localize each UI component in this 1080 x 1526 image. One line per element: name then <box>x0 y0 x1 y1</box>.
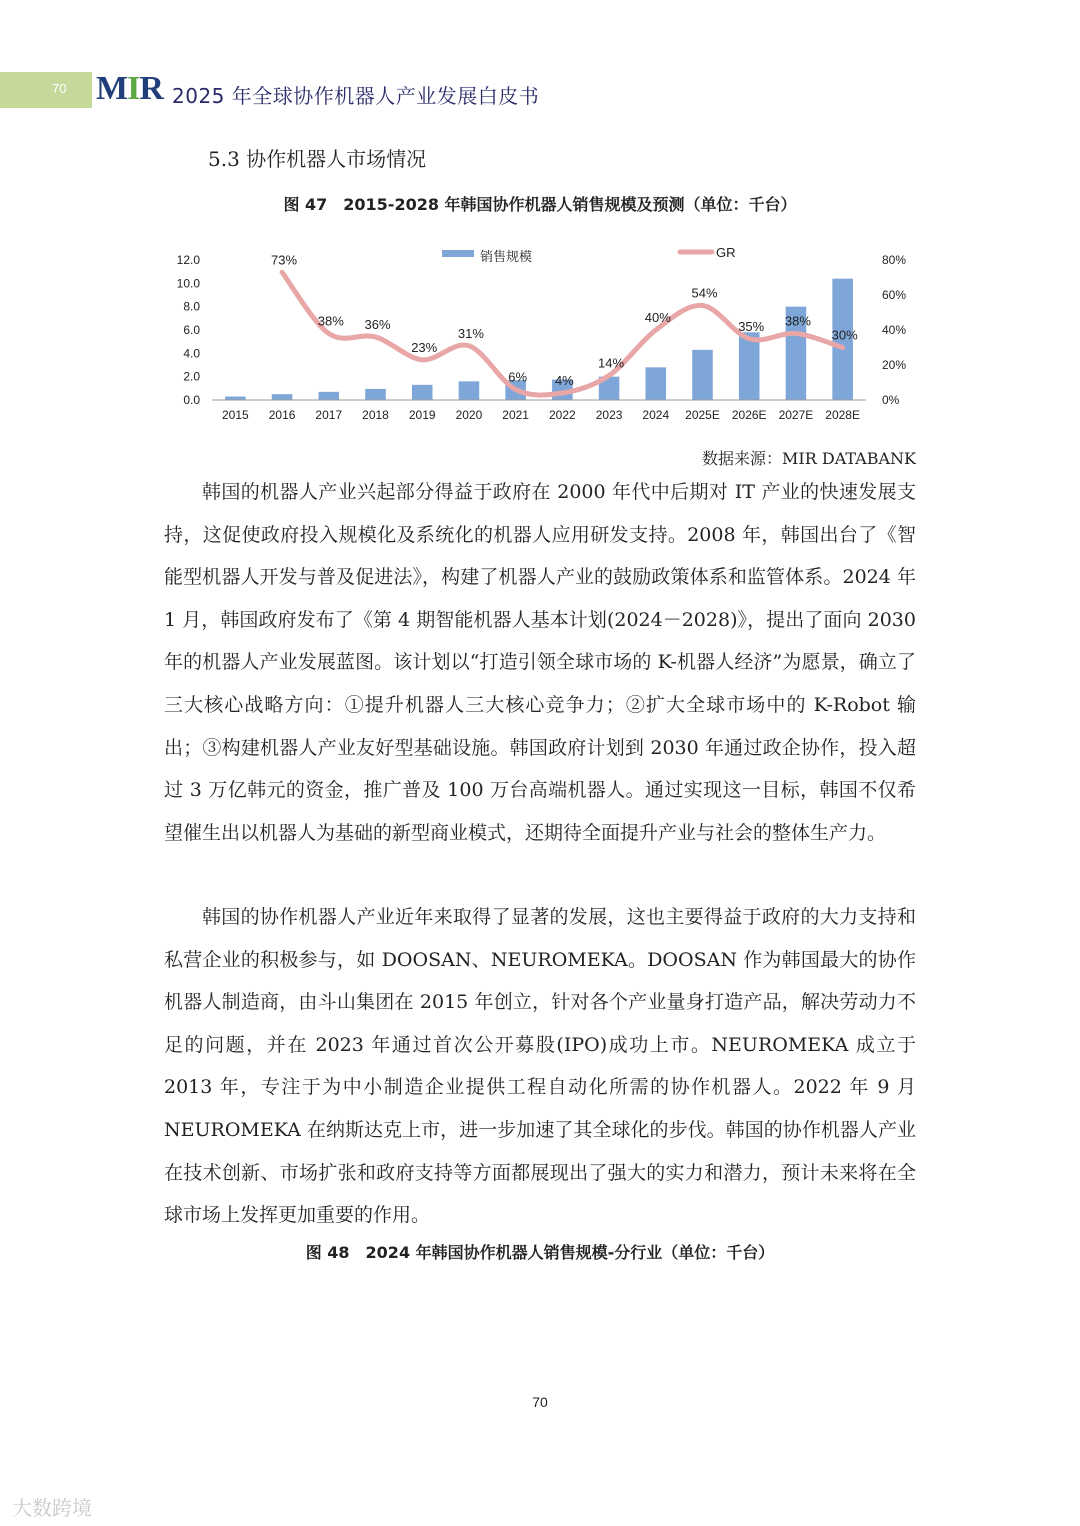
logo-m: M <box>96 70 128 107</box>
y-right-tick: 40% <box>882 323 907 337</box>
paragraph-1: 韩国的机器人产业兴起部分得益于政府在 2000 年代中后期对 IT 产业的快速发展支持，这促使政府投入规模化及系统化的机器人应用研发支持。2008 年，韩国出台了《智能型机器人开发与普及促进法》，构建了机器人产业的鼓励政策体系和监管体系。2024 年 1 月，韩国政府发布了《第 4 期智能机器人基本计划(2024－2028)》，提出了面向 2030 年的机器人产业发展蓝图。该计划以“打造引领全球市场的 K-机器人经济”为愿景，确立了三大核心战略方向：①提升机器人三大核心竞争力；②扩大全球市场中的 K-Robot 输出；③构建机器人产业友好型基础设施。韩国政府计划到 2030 年通过政企协作，投入超过 3 万亿韩元的资金，推广普及 100 万台高端机器人。通过实现这一目标，韩国不仅希望催生出以机器人为基础的新型商业模式，还期待全面提升产业与社会的整体生产力。 <box>164 481 916 844</box>
gr-data-label: 73% <box>271 252 298 268</box>
page-number: 70 <box>532 1394 548 1410</box>
bar-2026E <box>739 332 760 400</box>
bar-2017 <box>319 392 340 400</box>
gr-data-label: 6% <box>508 369 528 385</box>
gr-data-label: 31% <box>457 325 484 341</box>
bar-2024 <box>646 367 667 400</box>
gr-data-label: 4% <box>554 373 574 388</box>
gr-data-label: 30% <box>831 327 858 343</box>
x-tick-label: 2019 <box>408 408 436 422</box>
y-right-tick: 60% <box>882 288 907 302</box>
figure-47-caption: 图 47 2015-2028 年韩国协作机器人销售规模及预测（单位：千台） <box>283 195 797 214</box>
x-tick-label: 2022 <box>549 408 576 422</box>
header-page-number: 70 <box>52 81 67 96</box>
y-left-tick: 12.0 <box>176 253 200 267</box>
x-tick-label: 2016 <box>268 408 296 422</box>
mir-logo <box>96 70 163 108</box>
x-tick-label: 2027E <box>778 408 814 422</box>
y-left-tick: 8.0 <box>183 299 200 314</box>
x-tick-label: 2015 <box>222 408 249 422</box>
gr-data-label: 35% <box>738 318 765 334</box>
legend-bar-swatch <box>442 250 474 257</box>
gr-data-label: 36% <box>364 317 391 332</box>
paragraph-2: 韩国的协作机器人产业近年来取得了显著的发展，这也主要得益于政府的大力支持和私营企业的积极参与，如 DOOSAN、NEUROMEKA。DOOSAN 作为韩国最大的协作机器人制造商，由斗山集团在 2015 年创立，针对各个产业量身打造产品，解决劳动力不足的问题，并在 2023 年通过首次公开募股(IPO)成功上市。NEUROMEKA 成立于 2013 年，专注于为中小制造企业提供工程自动化所需的协作机器人。2022 年 9 月 NEUROMEKA 在纳斯达克上市，进一步加速了其全球化的步伐。韩国的协作机器人产业在技术创新、市场扩张和政府支持等方面都展现出了强大的实力和潜力，预计未来将在全球市场上发挥更加重要的作用。 <box>164 906 916 1227</box>
x-tick-label: 2026E <box>731 408 767 422</box>
sales-gr-chart <box>160 236 920 436</box>
data-source: 数据来源：MIR DATABANK <box>702 449 916 468</box>
x-tick-label: 2017 <box>315 408 343 422</box>
bar-2025E <box>692 350 713 400</box>
x-tick-label: 2023 <box>595 408 623 422</box>
y-left-tick: 4.0 <box>183 346 200 361</box>
y-right-tick: 20% <box>882 358 907 372</box>
x-tick-label: 2024 <box>642 408 670 422</box>
x-tick-label: 2020 <box>455 408 483 422</box>
y-left-tick: 2.0 <box>183 369 200 384</box>
bar-2019 <box>412 385 433 400</box>
gr-data-label: 38% <box>784 313 811 329</box>
logo-r: R <box>139 70 163 107</box>
bar-2020 <box>459 381 480 400</box>
x-tick-label: 2025E <box>685 408 720 422</box>
y-right-tick: 80% <box>882 253 907 267</box>
gr-data-label: 23% <box>411 339 438 355</box>
legend-bar-label: 销售规模 <box>480 249 533 264</box>
legend-gr-label: GR <box>716 245 736 260</box>
bar-2015 <box>225 397 246 401</box>
x-tick-label: 2028E <box>825 408 860 422</box>
y-left-tick: 6.0 <box>183 323 200 337</box>
header-page-band <box>0 72 92 108</box>
bar-2016 <box>272 394 293 400</box>
gr-data-label: 14% <box>598 355 625 371</box>
watermark: 大数跨境 <box>12 1496 92 1520</box>
gr-data-label: 40% <box>644 310 671 325</box>
bar-2018 <box>365 389 386 400</box>
x-tick-label: 2018 <box>362 408 389 422</box>
document-title: 2025 年全球协作机器人产业发展白皮书 <box>172 84 540 108</box>
section-title: 5.3 协作机器人市场情况 <box>208 147 427 171</box>
y-right-tick: 0% <box>882 393 900 407</box>
y-left-tick: 0.0 <box>183 393 200 407</box>
gr-data-label: 38% <box>317 313 344 329</box>
figure-48-caption: 图 48 2024 年韩国协作机器人销售规模-分行业（单位：千台） <box>305 1243 775 1262</box>
logo-i: I <box>127 70 140 107</box>
gr-data-label: 54% <box>691 285 718 301</box>
x-tick-label: 2021 <box>502 408 529 422</box>
y-left-tick: 10.0 <box>176 276 200 291</box>
